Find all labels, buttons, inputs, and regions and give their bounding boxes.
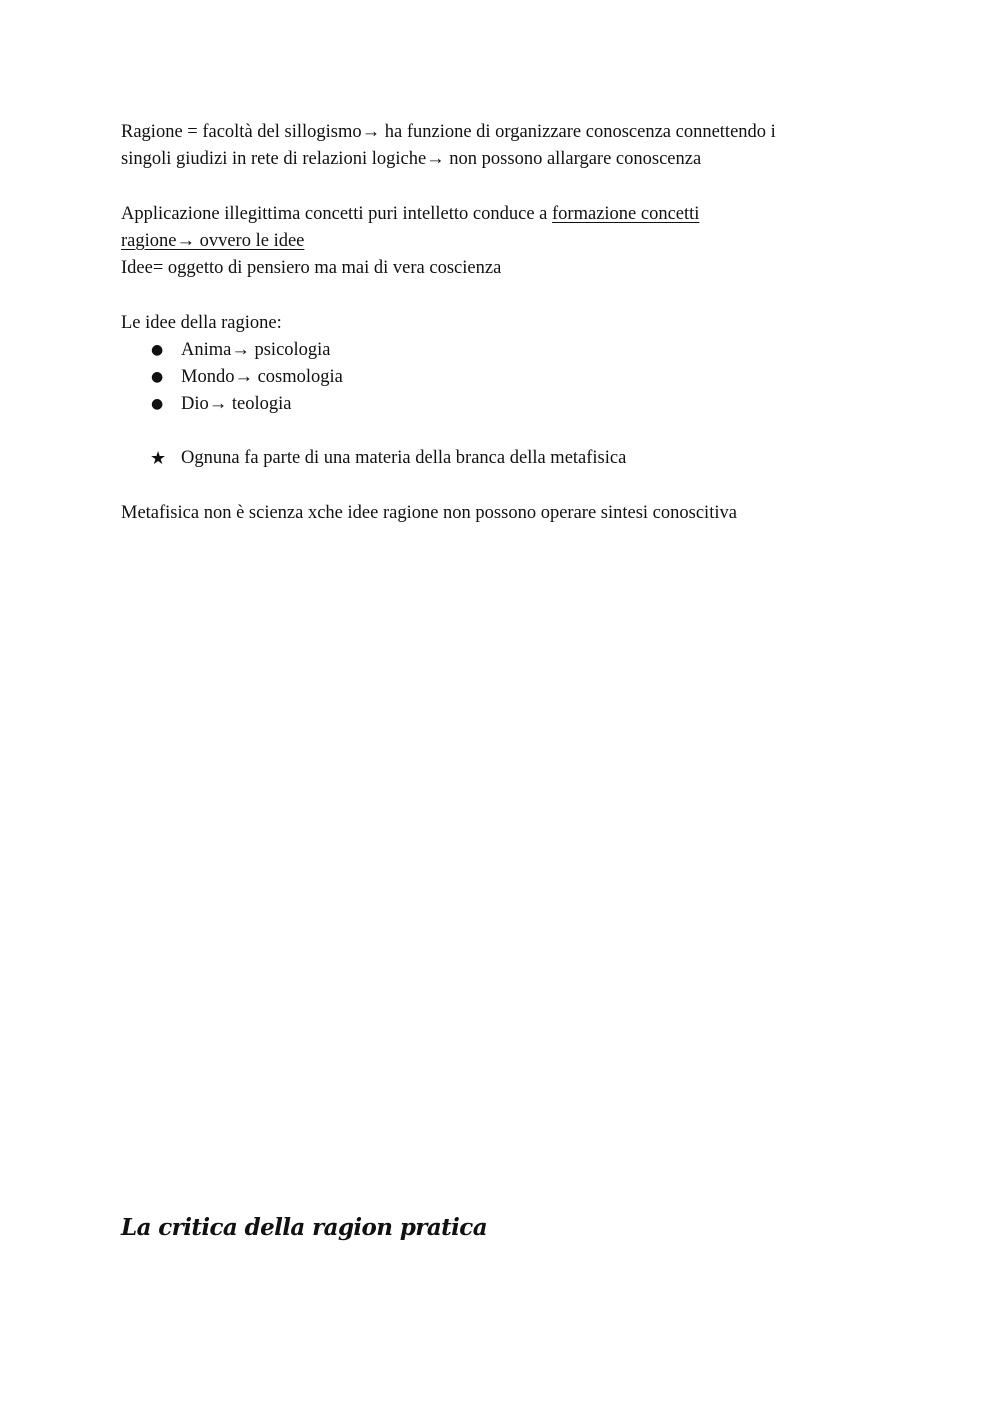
bullet-icon: ● [151, 369, 164, 385]
section-heading: La critica della ragion pratica [121, 1214, 487, 1241]
bullet-icon: ● [151, 396, 164, 412]
list-item [121, 445, 891, 472]
list-item-text: Dio→ teologia [181, 394, 292, 414]
list-item-text: Anima→ psicologia [181, 340, 331, 360]
list-item [121, 337, 891, 364]
list-intro: Le idee della ragione: [121, 313, 282, 333]
paragraph-line: Applicazione illegittima concetti puri intelletto conduce a [121, 204, 553, 224]
paragraph-metafisica: Metafisica non è scienza xche idee ragione non possono operare sintesi conoscitiva [121, 503, 737, 523]
star-note-list [121, 445, 891, 472]
paragraph-ragione [121, 119, 891, 173]
underlined-text: ragione→ ovvero le idee [121, 231, 305, 251]
bullet-icon: ● [151, 342, 164, 358]
underlined-text: formazione concetti [552, 204, 700, 224]
star-icon: ★ [150, 448, 167, 469]
paragraph-applicazione [121, 201, 891, 282]
paragraph-line: singoli giudizi in rete di relazioni logiche→ non possono allargare conoscenza [121, 149, 702, 169]
list-item-text: Ognuna fa parte di una materia della branca della metafisica [181, 448, 627, 468]
paragraph-line: Idee= oggetto di pensiero ma mai di vera coscienza [121, 258, 502, 278]
list-item [121, 391, 891, 418]
paragraph-line: Ragione = facoltà del sillogismo→ ha funzione di organizzare conoscenza connettendo i [121, 122, 776, 142]
ideas-list [121, 337, 891, 418]
list-item [121, 364, 891, 391]
list-item-text: Mondo→ cosmologia [181, 367, 343, 387]
